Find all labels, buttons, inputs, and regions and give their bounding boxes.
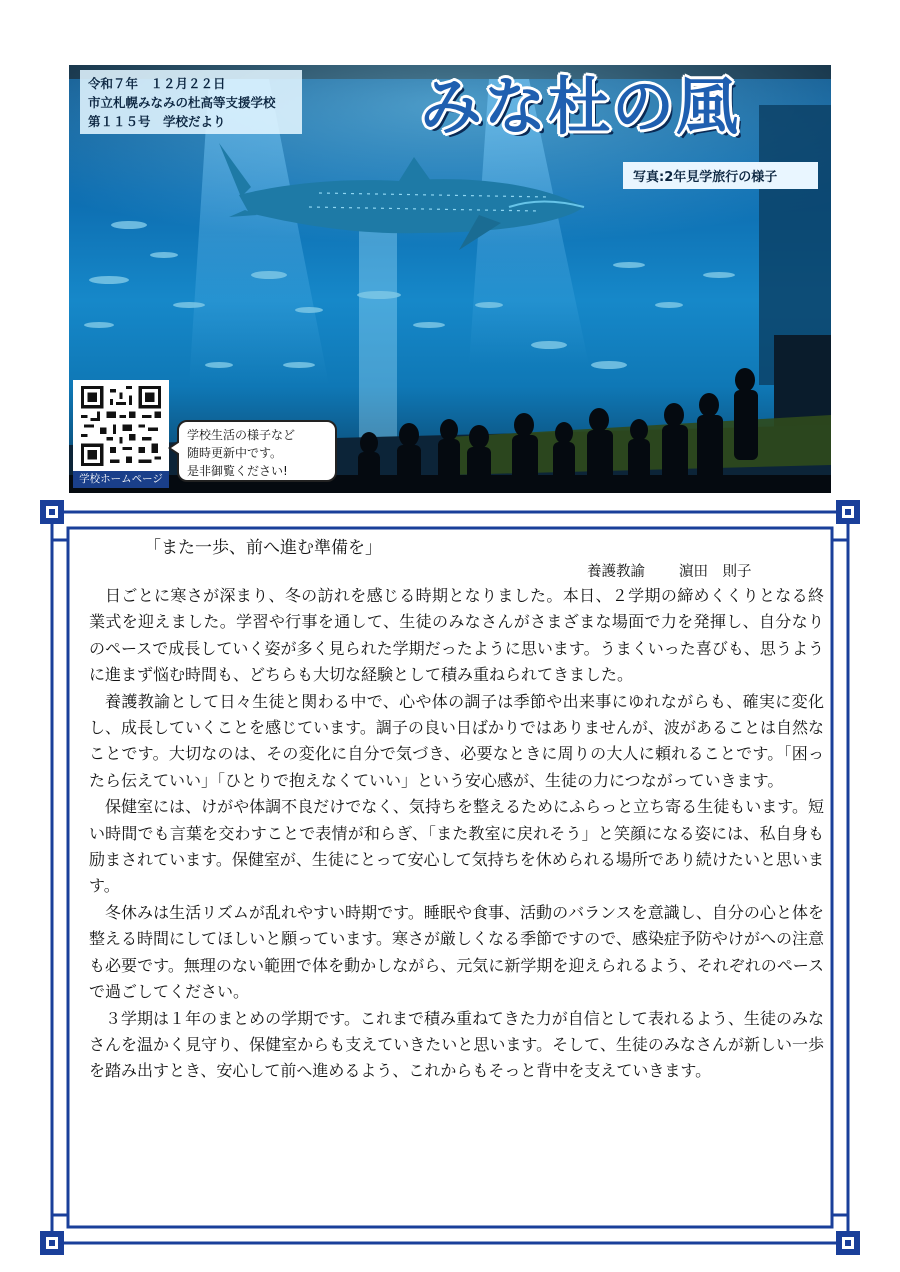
issue-date: 令和７年 １２月２２日 bbox=[88, 76, 226, 91]
article-author bbox=[587, 560, 752, 581]
issue-number: 第１１５号 学校だより bbox=[88, 114, 226, 129]
article-paragraph-3: 保健室には、けがや体調不良だけでなく、気持ちを整えるためにふらっと立ち寄る生徒もいます。短い時間でも言葉を交わすことで表情が和らぎ、「また教室に戻れそう」と笑顔になる姿には、私自身も励まされています。保健室が、生徒にとって安心して気持ちを休められる場所であり続けたいと思います。 bbox=[89, 797, 824, 896]
article-title: 「また一歩、前へ進む準備を」 bbox=[144, 538, 382, 558]
article-body bbox=[89, 583, 824, 1085]
author-role: 養護教諭 bbox=[587, 564, 645, 580]
bubble-line-3: 是非御覧ください! bbox=[187, 464, 288, 478]
qr-label: 学校ホームページ bbox=[73, 471, 169, 488]
article-paragraph-2: 養護教諭として日々生徒と関わる中で、心や体の調子は季節や出来事にゆれながらも、確実に変化し、成長していくことを感じています。調子の良い日ばかりではありませんが、波があることは自然なことです。大切なのは、その変化に自分で気づき、必要なときに周りの大人に頼れることです。「困ったら伝えていい」「ひとりで抱えなくていい」という安心感が、生徒の力につながっていきます。 bbox=[89, 691, 824, 790]
newsletter-title: みな杜の風 bbox=[420, 70, 741, 143]
article-paragraph-5: ３学期は１年のまとめの学期です。これまで積み重ねてきた力が自信として表れるよう、生徒のみなさんを温かく見守り、保健室からも支えていきたいと思います。そして、生徒のみなさんが新しい一歩を踏み出すとき、安心して前へ進めるよう、これからもそっと背中を支えていきます。 bbox=[89, 1008, 824, 1081]
article-paragraph-1: 日ごとに寒さが深まり、冬の訪れを感じる時期となりました。本日、２学期の締めくくりとなる終業式を迎えました。学習や行事を通して、生徒のみなさんがさまざまな場面で力を発揮し、自分なりのペースで成長していく姿が多く見られた学期だったように思います。うまくいった喜びも、思うように進まず悩む時間も、どちらも大切な経験として積み重ねられてきました。 bbox=[89, 586, 824, 685]
photo-caption: 写真:2年見学旅行の様子 bbox=[623, 162, 818, 189]
article-paragraph-4: 冬休みは生活リズムが乱れやすい時期です。睡眠や食事、活動のバランスを意識し、自分の心と体を整える時間にしてほしいと願っています。寒さが厳しくなる季節ですので、感染症予防やけがへの注意も必要です。無理のない範囲で体を動かしながら、元気に新学期を迎えられるよう、それぞれのペースで過ごしてください。 bbox=[89, 902, 824, 1002]
school-name: 市立札幌みなみの杜高等支援学校 bbox=[88, 95, 276, 110]
bubble-line-1: 学校生活の様子など bbox=[187, 428, 296, 442]
bubble-line-2: 随時更新中です。 bbox=[187, 446, 283, 460]
author-name: 濵田 則子 bbox=[679, 564, 752, 580]
